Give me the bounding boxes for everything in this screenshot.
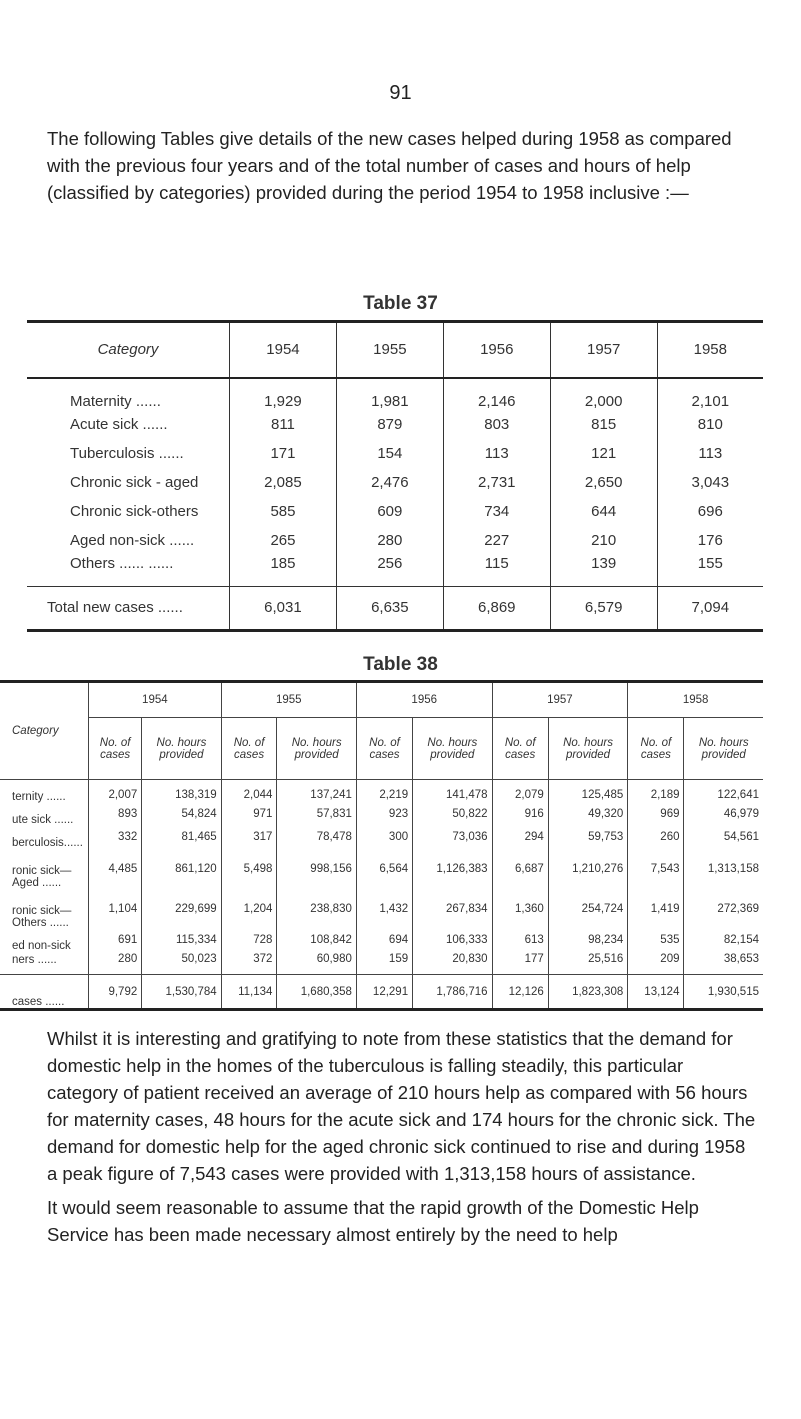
table-cell: 60,980: [277, 952, 356, 975]
table-cell: 57,831: [277, 803, 356, 826]
table-cell: 1,210,276: [548, 849, 627, 889]
table-cell: 108,842: [277, 929, 356, 952]
total-label: cases ......: [0, 975, 89, 1010]
table-cell: 861,120: [142, 849, 221, 889]
table-cell: 1,929: [230, 378, 337, 410]
page-number: 91: [389, 82, 412, 104]
table-cell: 49,320: [548, 803, 627, 826]
table-cell: 2,476: [336, 468, 443, 497]
table-37-header-row: [27, 322, 763, 378]
table-cell: 272,369: [684, 889, 763, 929]
header-year: 1958: [657, 322, 763, 378]
table-37-title: Table 37: [363, 293, 438, 314]
table-row: [0, 826, 763, 849]
table-cell: 256: [336, 555, 443, 587]
table-cell: 609: [336, 497, 443, 526]
table-cell: 2,007: [89, 780, 142, 803]
table-cell: 50,023: [142, 952, 221, 975]
table-cell: 696: [657, 497, 763, 526]
table-cell: 139: [550, 555, 657, 587]
table-cell: 585: [230, 497, 337, 526]
table-row: [27, 526, 763, 555]
table-row: [27, 439, 763, 468]
table-cell: 141,478: [413, 780, 492, 803]
row-category: ternity ......: [0, 780, 89, 803]
table-row: [0, 780, 763, 803]
header-no-of-cases: No. of cases: [492, 718, 548, 780]
table-cell: 46,979: [684, 803, 763, 826]
table-38-total-row: [0, 975, 763, 1010]
table-cell: 2,044: [221, 780, 277, 803]
table-cell: 137,241: [277, 780, 356, 803]
table-cell: 2,146: [443, 378, 550, 410]
table-cell: 2,650: [550, 468, 657, 497]
row-category: Aged non-sick ......: [27, 526, 230, 555]
total-label: Total new cases ......: [27, 586, 230, 630]
total-cell: 13,124: [628, 975, 684, 1010]
table-cell: 6,687: [492, 849, 548, 889]
header-no-of-cases: No. of cases: [628, 718, 684, 780]
header-no-hours-provided: No. hours provided: [548, 718, 627, 780]
table-cell: 535: [628, 929, 684, 952]
table-cell: 254,724: [548, 889, 627, 929]
table-cell: 113: [657, 439, 763, 468]
header-year: 1958: [628, 682, 763, 718]
table-cell: 138,319: [142, 780, 221, 803]
table-cell: 815: [550, 410, 657, 439]
table-cell: 2,189: [628, 780, 684, 803]
table-row: [27, 378, 763, 410]
closing-text: [47, 1025, 759, 1248]
table-cell: 923: [356, 803, 412, 826]
table-cell: 294: [492, 826, 548, 849]
table-cell: 372: [221, 952, 277, 975]
row-category: ronic sick— Aged ......: [0, 849, 89, 889]
table-38: [0, 680, 763, 1011]
row-category: ronic sick— Others ......: [0, 889, 89, 929]
table-cell: 5,498: [221, 849, 277, 889]
table-cell: 332: [89, 826, 142, 849]
header-no-hours-provided: No. hours provided: [277, 718, 356, 780]
table-cell: 154: [336, 439, 443, 468]
table-cell: 971: [221, 803, 277, 826]
table-cell: 2,000: [550, 378, 657, 410]
header-no-of-cases: No. of cases: [89, 718, 142, 780]
header-year: 1957: [492, 682, 628, 718]
total-cell: 7,094: [657, 586, 763, 630]
header-category: Category: [0, 682, 89, 780]
table-row: [0, 849, 763, 889]
table-cell: 177: [492, 952, 548, 975]
header-no-hours-provided: No. hours provided: [142, 718, 221, 780]
table-cell: 811: [230, 410, 337, 439]
table-cell: 59,753: [548, 826, 627, 849]
table-cell: 1,126,383: [413, 849, 492, 889]
total-cell: 6,579: [550, 586, 657, 630]
row-category: Chronic sick-others: [27, 497, 230, 526]
table-cell: 229,699: [142, 889, 221, 929]
table-cell: 122,641: [684, 780, 763, 803]
header-year: 1954: [89, 682, 222, 718]
closing-paragraph: It would seem reasonable to assume that the rapid growth of the Domestic Help Service has been made necessary almost entirely by the need to help: [47, 1197, 699, 1245]
total-cell: 1,930,515: [684, 975, 763, 1010]
table-cell: 4,485: [89, 849, 142, 889]
total-cell: 11,134: [221, 975, 277, 1010]
table-cell: 209: [628, 952, 684, 975]
table-cell: 694: [356, 929, 412, 952]
table-cell: 7,543: [628, 849, 684, 889]
row-category: ute sick ......: [0, 803, 89, 826]
header-year: 1955: [336, 322, 443, 378]
header-no-of-cases: No. of cases: [356, 718, 412, 780]
table-cell: 613: [492, 929, 548, 952]
table-cell: 1,432: [356, 889, 412, 929]
table-cell: 6,564: [356, 849, 412, 889]
intro-paragraph: The following Tables give details of the new cases helped during 1958 as compared with the previous four years and of the total number of cases and hours of help (classified by categories) provided during the period 1954 to 1958 inclusive :—: [47, 128, 732, 203]
table-cell: 1,104: [89, 889, 142, 929]
table-cell: 78,478: [277, 826, 356, 849]
table-cell: 916: [492, 803, 548, 826]
table-cell: 317: [221, 826, 277, 849]
table-cell: 893: [89, 803, 142, 826]
table-cell: 265: [230, 526, 337, 555]
table-cell: 106,333: [413, 929, 492, 952]
table-cell: 2,085: [230, 468, 337, 497]
table-row: [27, 497, 763, 526]
table-row: [0, 952, 763, 975]
table-cell: 1,313,158: [684, 849, 763, 889]
table-cell: 185: [230, 555, 337, 587]
row-category: Tuberculosis ......: [27, 439, 230, 468]
total-cell: 6,635: [336, 586, 443, 630]
table-cell: 969: [628, 803, 684, 826]
table-cell: 50,822: [413, 803, 492, 826]
table-cell: 300: [356, 826, 412, 849]
closing-paragraph: Whilst it is interesting and gratifying to note from these statistics that the demand for domestic help in the homes of the tuberculous is falling steadily, this particular category of patient received an average of 210 hours help as compared with 56 hours for maternity cases, 48 hours for the acute sick and 174 hours for the chronic sick. The demand for domestic help for the aged chronic sick continued to rise and during 1958 a peak figure of 7,543 cases were provided with 1,313,158 hours of assistance.: [47, 1028, 756, 1184]
table-cell: 280: [89, 952, 142, 975]
table-cell: 803: [443, 410, 550, 439]
table-cell: 728: [221, 929, 277, 952]
row-category: Others ...... ......: [27, 555, 230, 587]
table-38-year-row: [0, 682, 763, 718]
table-row: [27, 410, 763, 439]
table-cell: 159: [356, 952, 412, 975]
table-cell: 238,830: [277, 889, 356, 929]
table-cell: 73,036: [413, 826, 492, 849]
table-cell: 280: [336, 526, 443, 555]
table-cell: 2,101: [657, 378, 763, 410]
table-cell: 125,485: [548, 780, 627, 803]
table-cell: 113: [443, 439, 550, 468]
table-cell: 227: [443, 526, 550, 555]
table-cell: 2,219: [356, 780, 412, 803]
table-cell: 25,516: [548, 952, 627, 975]
table-cell: 1,204: [221, 889, 277, 929]
total-cell: 9,792: [89, 975, 142, 1010]
row-category: Acute sick ......: [27, 410, 230, 439]
row-category: Maternity ......: [27, 378, 230, 410]
row-category: berculosis......: [0, 826, 89, 849]
table-cell: 20,830: [413, 952, 492, 975]
row-category: ners ......: [0, 952, 89, 975]
table-row: [0, 929, 763, 952]
header-year: 1956: [443, 322, 550, 378]
table-cell: 691: [89, 929, 142, 952]
header-year: 1955: [221, 682, 356, 718]
table-cell: 176: [657, 526, 763, 555]
table-cell: 82,154: [684, 929, 763, 952]
total-cell: 1,680,358: [277, 975, 356, 1010]
header-category: Category: [27, 322, 230, 378]
table-cell: 115: [443, 555, 550, 587]
table-cell: 115,334: [142, 929, 221, 952]
table-37: [27, 320, 763, 632]
total-cell: 12,291: [356, 975, 412, 1010]
table-cell: 121: [550, 439, 657, 468]
table-cell: 171: [230, 439, 337, 468]
table-cell: 3,043: [657, 468, 763, 497]
table-cell: 810: [657, 410, 763, 439]
table-cell: 2,079: [492, 780, 548, 803]
table-cell: 1,360: [492, 889, 548, 929]
total-cell: 6,031: [230, 586, 337, 630]
table-cell: 54,561: [684, 826, 763, 849]
row-category: ed non-sick: [0, 929, 89, 952]
table-cell: 155: [657, 555, 763, 587]
row-category: Chronic sick - aged: [27, 468, 230, 497]
table-cell: 1,419: [628, 889, 684, 929]
table-row: [0, 803, 763, 826]
table-cell: 81,465: [142, 826, 221, 849]
table-cell: 879: [336, 410, 443, 439]
table-row: [27, 468, 763, 497]
table-cell: 38,653: [684, 952, 763, 975]
header-year: 1956: [356, 682, 492, 718]
table-cell: 98,234: [548, 929, 627, 952]
table-cell: 2,731: [443, 468, 550, 497]
table-cell: 998,156: [277, 849, 356, 889]
total-cell: 1,823,308: [548, 975, 627, 1010]
header-year: 1954: [230, 322, 337, 378]
table-cell: 54,824: [142, 803, 221, 826]
total-cell: 1,786,716: [413, 975, 492, 1010]
total-cell: 6,869: [443, 586, 550, 630]
table-row: [0, 889, 763, 929]
table-cell: 210: [550, 526, 657, 555]
table-cell: 644: [550, 497, 657, 526]
table-cell: 1,981: [336, 378, 443, 410]
table-cell: 260: [628, 826, 684, 849]
table-37-total-row: [27, 586, 763, 630]
table-row: [27, 555, 763, 587]
table-cell: 734: [443, 497, 550, 526]
table-38-subheader-row: [0, 718, 763, 780]
header-no-hours-provided: No. hours provided: [684, 718, 763, 780]
header-no-of-cases: No. of cases: [221, 718, 277, 780]
table-cell: 267,834: [413, 889, 492, 929]
header-year: 1957: [550, 322, 657, 378]
total-cell: 12,126: [492, 975, 548, 1010]
header-no-hours-provided: No. hours provided: [413, 718, 492, 780]
table-38-title: Table 38: [363, 654, 438, 675]
total-cell: 1,530,784: [142, 975, 221, 1010]
